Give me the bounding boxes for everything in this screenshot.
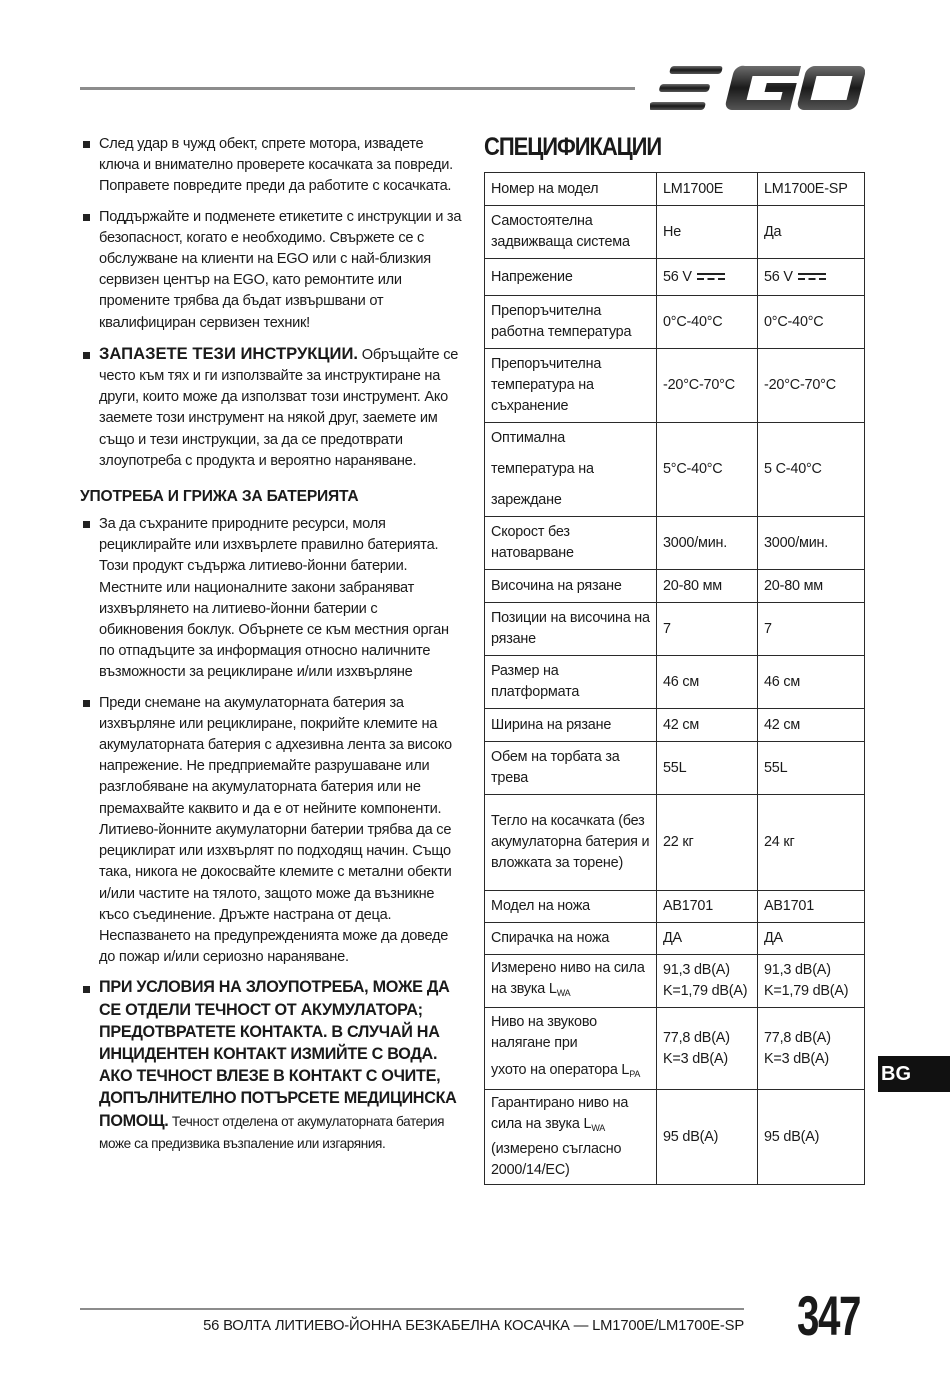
spec-value: 3000/мин. bbox=[758, 517, 865, 570]
spec-label: Височина на рязане bbox=[485, 570, 657, 603]
spec-label bbox=[485, 423, 657, 517]
spec-value: 7 bbox=[657, 603, 758, 656]
spec-label: Препоръчителна работна температура bbox=[485, 296, 657, 349]
spec-value: 95 dB(A) bbox=[758, 1090, 865, 1185]
table-row bbox=[485, 603, 865, 656]
spec-value: 5°C-40°C bbox=[657, 423, 758, 517]
table-row bbox=[485, 206, 865, 259]
spec-value: 20-80 мм bbox=[657, 570, 758, 603]
spec-value-line: 77,8 dB(A) bbox=[663, 1029, 730, 1046]
spec-value: 3000/мин. bbox=[657, 517, 758, 570]
page-number: 347 bbox=[797, 1284, 860, 1347]
spec-label: Напрежение bbox=[485, 259, 657, 296]
spec-value: -20°C-70°C bbox=[657, 349, 758, 423]
save-instructions-lead: ЗАПАЗЕТЕ ТЕЗИ ИНСТРУКЦИИ. bbox=[99, 343, 358, 363]
spec-value bbox=[657, 1008, 758, 1090]
table-row bbox=[485, 709, 865, 742]
spec-label-subscript: WA bbox=[556, 988, 571, 998]
spec-value bbox=[758, 259, 865, 296]
table-row bbox=[485, 742, 865, 795]
table-row bbox=[485, 570, 865, 603]
spec-value-line: K=3 dB(A) bbox=[663, 1050, 728, 1067]
spec-value-line: K=3 dB(A) bbox=[764, 1050, 829, 1067]
spec-value bbox=[758, 1008, 865, 1090]
table-row bbox=[485, 349, 865, 423]
voltage-value: 56 V bbox=[663, 268, 692, 285]
spec-label-line: Оптимална bbox=[491, 430, 566, 446]
leak-warning-text: Течност отделена от акумулаторната батерия може са предизвика възпаление или изгаряния. bbox=[99, 1113, 445, 1151]
spec-label-subscript: WA bbox=[591, 1123, 606, 1133]
spec-value: -20°C-70°C bbox=[758, 349, 865, 423]
spec-value: 46 см bbox=[657, 656, 758, 709]
spec-value: Да bbox=[758, 206, 865, 259]
table-row bbox=[485, 795, 865, 891]
list-item: Поддържайте и подменете етикетите с инструкции и за безопасност, когато е необходимо. Свържете се с обслужване на клиенти на EGO или с най-близкия сервизен център на EGO, като ремонтите или промените трябва да бъдат извършвани от квалифициран сервизен техник! bbox=[80, 207, 462, 334]
spec-label-text: ухото на оператора L bbox=[491, 1062, 630, 1078]
save-instructions-text: Обръщайте се често към тях и ги използвайте за инструктиране на други, които може да използват този инструмент. Ако заемете този инструмент на някой друг, заемете им също и тези инструкции, за да се предотврати злоупотреба с продукта и вероятно нараняване. bbox=[99, 346, 459, 469]
dc-symbol-icon bbox=[697, 272, 725, 282]
spec-label: Препоръчителна температура на съхранение bbox=[485, 349, 657, 423]
table-row bbox=[485, 259, 865, 296]
spec-label-text: Измерено ниво на сила на звука L bbox=[491, 960, 645, 997]
spec-label-line bbox=[491, 1060, 650, 1085]
spec-value: 55L bbox=[758, 742, 865, 795]
spec-value: 95 dB(A) bbox=[657, 1090, 758, 1185]
save-instructions-item bbox=[80, 343, 462, 472]
spec-label: Скорост без натоварване bbox=[485, 517, 657, 570]
spec-label-line: температура на bbox=[491, 461, 594, 477]
spec-value: 7 bbox=[758, 603, 865, 656]
model-1-header: LM1700E bbox=[657, 173, 758, 206]
spec-label-line: зареждане bbox=[491, 492, 562, 508]
spec-value: 24 кг bbox=[758, 795, 865, 891]
table-row bbox=[485, 173, 865, 206]
spec-label-text: (измерено съгласно 2000/14/EC) bbox=[491, 1141, 622, 1178]
table-row bbox=[485, 923, 865, 955]
spec-label: Модел на ножа bbox=[485, 891, 657, 923]
spec-value: 0°C-40°C bbox=[758, 296, 865, 349]
spec-value: AB1701 bbox=[657, 891, 758, 923]
footer-rule bbox=[80, 1308, 744, 1310]
spec-label: Номер на модел bbox=[485, 173, 657, 206]
spec-value: 0°C-40°C bbox=[657, 296, 758, 349]
spec-value: 46 см bbox=[758, 656, 865, 709]
spec-label bbox=[485, 955, 657, 1008]
spec-value-line: K=1,79 dB(A) bbox=[663, 983, 748, 999]
spec-value: 55L bbox=[657, 742, 758, 795]
language-tab: BG bbox=[878, 1056, 950, 1092]
spec-value: ДА bbox=[657, 923, 758, 955]
leak-warning-bold: ПРИ УСЛОВИЯ НА ЗЛОУПОТРЕБА, МОЖЕ ДА СЕ ОТДЕЛИ ТЕЧНОСТ ОТ АКУМУЛАТОРА; ПРЕДОТВРАТЕТЕ КОНТАКТА. В СЛУЧАЙ НА ИНЦИДЕНТЕН КОНТАКТ ИЗМИЙТЕ С ВОДА. АКО ТЕЧНОСТ ВЛЕЗЕ В КОНТАКТ С ОЧИТЕ, ДОПЪЛНИТЕЛНО ПОТЪРСЕТЕ МЕДИЦИНСКА ПОМОЩ. bbox=[99, 978, 457, 1130]
spec-value bbox=[758, 955, 865, 1008]
spec-label: Самостоятелна задвижваща система bbox=[485, 206, 657, 259]
spec-value: 22 кг bbox=[657, 795, 758, 891]
table-row bbox=[485, 517, 865, 570]
spec-value: 20-80 мм bbox=[758, 570, 865, 603]
spec-label-subscript: PA bbox=[629, 1069, 641, 1079]
spec-label: Размер на платформата bbox=[485, 656, 657, 709]
spec-label: Ширина на рязане bbox=[485, 709, 657, 742]
spec-value bbox=[657, 955, 758, 1008]
spec-label: Спирачка на ножа bbox=[485, 923, 657, 955]
header-rule bbox=[80, 87, 635, 90]
spec-value-line: 77,8 dB(A) bbox=[764, 1029, 831, 1046]
leak-warning-item bbox=[80, 977, 462, 1155]
spec-value: 5 C-40°C bbox=[758, 423, 865, 517]
list-item: След удар в чужд обект, спрете мотора, извадете ключа и внимателно проверете косачката за повреди. Поправете повредите преди да работите с косачката. bbox=[80, 134, 462, 198]
table-row bbox=[485, 1090, 865, 1185]
spec-label-text: Гарантирано ниво на сила на звука L bbox=[491, 1095, 629, 1132]
spec-label: Обем на торбата за трева bbox=[485, 742, 657, 795]
specifications-title: СПЕЦИФИКАЦИИ bbox=[484, 133, 662, 161]
spec-value: 42 см bbox=[758, 709, 865, 742]
spec-label: Тегло на косачката (без акумулаторна батерия и вложката за торене) bbox=[485, 795, 657, 891]
spec-value: Не bbox=[657, 206, 758, 259]
list-item: За да съхраните природните ресурси, моля рециклирайте или изхвърлете правилно батерията. Този продукт съдържа литиево-йонни батерии. Местните или националните закони забраняват изхвърлянето на литиево-йонни батерии с обикновения боклук. Обърнете се към местния орган по отпадъците за информация относно наличните възможности за рециклиране и/или изхвърляне bbox=[80, 514, 462, 684]
spec-value-line: K=1,79 dB(A) bbox=[764, 983, 849, 999]
dc-symbol-icon bbox=[798, 272, 826, 282]
spec-value: AB1701 bbox=[758, 891, 865, 923]
voltage-value: 56 V bbox=[764, 268, 793, 285]
table-row bbox=[485, 656, 865, 709]
footer-text: 56 ВОЛТА ЛИТИЕВО-ЙОННА БЕЗКАБЕЛНА КОСАЧКА — LM1700E/LM1700E-SP bbox=[203, 1318, 744, 1334]
spec-label bbox=[485, 1008, 657, 1090]
table-row bbox=[485, 423, 865, 517]
spec-value-line: 91,3 dB(A) bbox=[663, 962, 730, 978]
table-row bbox=[485, 891, 865, 923]
table-row bbox=[485, 955, 865, 1008]
spec-value: 42 см bbox=[657, 709, 758, 742]
left-column bbox=[80, 134, 462, 1164]
table-row bbox=[485, 1008, 865, 1090]
battery-section-heading: УПОТРЕБА И ГРИЖА ЗА БАТЕРИЯТА bbox=[80, 488, 359, 506]
spec-label bbox=[485, 1090, 657, 1185]
spec-value bbox=[657, 259, 758, 296]
spec-value-line: 91,3 dB(A) bbox=[764, 962, 831, 978]
specifications-table bbox=[484, 172, 865, 1185]
ego-logo bbox=[650, 62, 865, 114]
model-2-header: LM1700E-SP bbox=[758, 173, 865, 206]
list-item: Преди снемане на акумулаторната батерия за изхвърляне или рециклиране, покрийте клемите на акумулаторната батерия с адхезивна лента за високо напрежение. Не предприемайте разрушаване или разглобяване на акумулаторната батерия или не премахвайте каквито и да е от нейните компоненти. Литиево-йонните акумулаторни батерии трябва да се рециклират или изхвърлят по подходящ начин. Също така, никога не докосвайте клемите с метални обекти и/или частите на тялото, защото може да възникне късо съединение. Дръжте настрана от деца. Неспазването на предупрежденията може да доведе до пожар и/или сериозно нараняване. bbox=[80, 693, 462, 969]
spec-value: ДА bbox=[758, 923, 865, 955]
spec-label: Позиции на височина на рязане bbox=[485, 603, 657, 656]
table-row bbox=[485, 296, 865, 349]
spec-label-line: Ниво на звуково налягане при bbox=[491, 1014, 597, 1051]
